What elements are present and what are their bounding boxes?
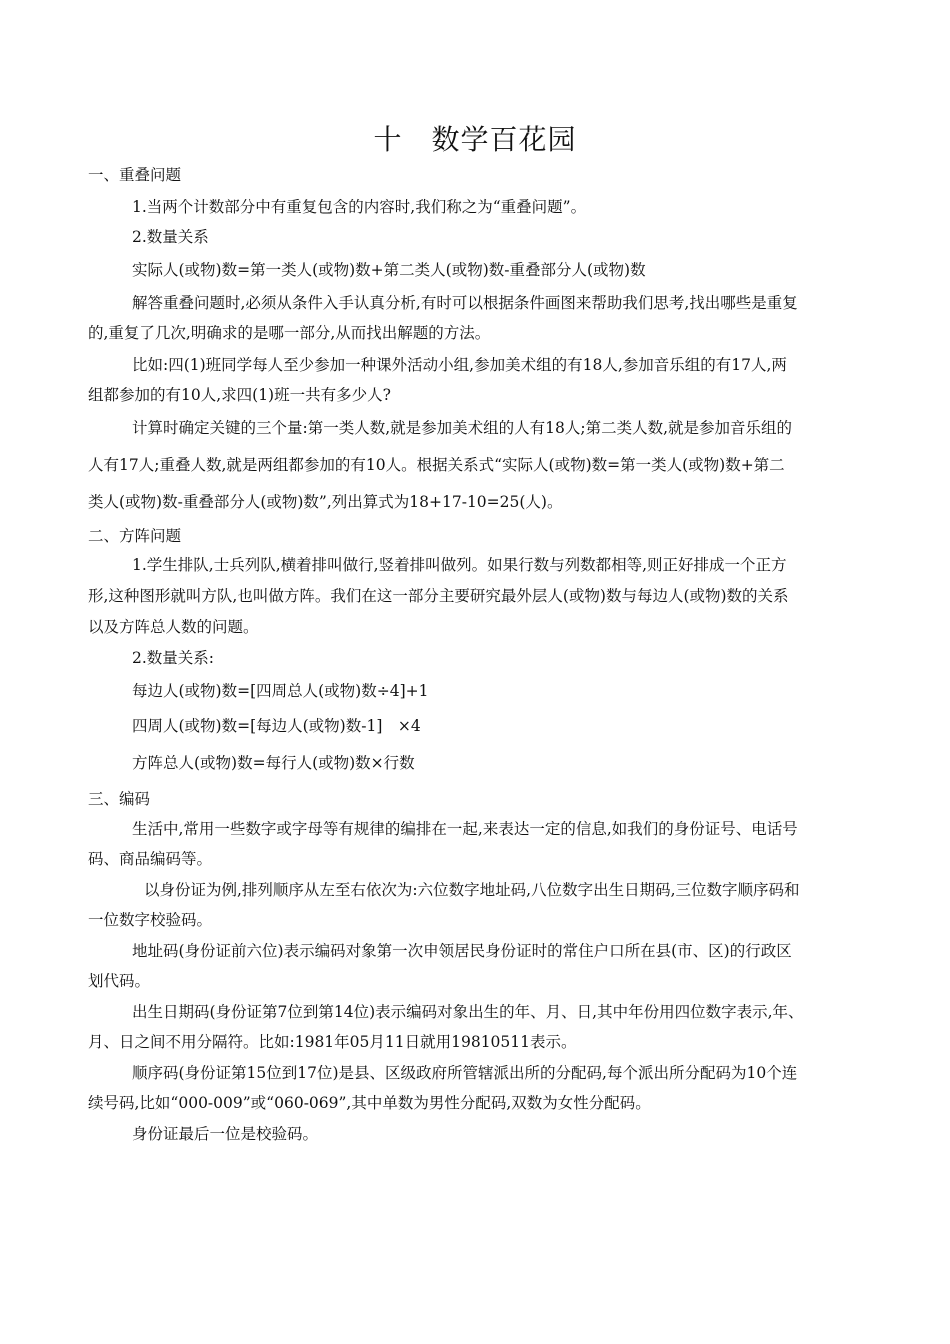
paragraph-line: 组都参加的有10人,求四(1)班一共有多少人? (88, 386, 391, 404)
formula: 实际人(或物)数=第一类人(或物)数+第二类人(或物)数-重叠部分人(或物)数 (132, 261, 646, 279)
section-heading-square-array: 二、方阵问题 (88, 527, 182, 545)
formula: 方阵总人(或物)数=每行人(或物)数×行数 (132, 754, 415, 772)
paragraph: 身份证最后一位是校验码。 (132, 1125, 319, 1143)
page-title: 十 数学百花园 (373, 123, 577, 156)
paragraph-line: 出生日期码(身份证第7位到第14位)表示编码对象出生的年、月、日,其中年份用四位数字表示,年、 (132, 1003, 804, 1021)
section-heading-coding: 三、编码 (88, 790, 151, 808)
paragraph-line: 续号码,比如“000-009”或“060-069”,其中单数为男性分配码,双数为女性分配码。 (88, 1094, 651, 1112)
paragraph-line: 人有17人;重叠人数,就是两组都参加的有10人。根据关系式“实际人(或物)数=第一类人(或物)数+第二 (88, 456, 785, 474)
paragraph-line: 解答重叠问题时,必须从条件入手认真分析,有时可以根据条件画图来帮助我们思考,找出哪些是重复 (132, 294, 798, 312)
paragraph-line: 形,这种图形就叫方队,也叫做方阵。我们在这一部分主要研究最外层人(或物)数与每边人(或物)数的关系 (88, 587, 789, 605)
paragraph-line: 划代码。 (88, 972, 151, 990)
paragraph-line: 码、商品编码等。 (88, 850, 213, 868)
paragraph: 1.当两个计数部分中有重复包含的内容时,我们称之为“重叠问题”。 (132, 198, 587, 216)
paragraph-line: 月、日之间不用分隔符。比如:1981年05月11日就用19810511表示。 (88, 1033, 577, 1051)
paragraph-line: 1.学生排队,士兵列队,横着排叫做行,竖着排叫做列。如果行数与列数都相等,则正好排成一个正方 (132, 556, 787, 574)
formula: 每边人(或物)数=[四周总人(或物)数÷4]+1 (132, 682, 429, 700)
paragraph-line: 顺序码(身份证第15位到17位)是县、区级政府所管辖派出所的分配码,每个派出所分配码为10个连 (132, 1064, 798, 1082)
section-heading-overlap: 一、重叠问题 (88, 166, 182, 184)
paragraph-line: 类人(或物)数-重叠部分人(或物)数”,列出算式为18+17-10=25(人)。 (88, 493, 563, 511)
paragraph-line: 比如:四(1)班同学每人至少参加一种课外活动小组,参加美术组的有18人,参加音乐组的有17人,两 (132, 356, 787, 374)
paragraph: 2.数量关系 (132, 228, 209, 246)
formula: 四周人(或物)数=[每边人(或物)数-1] ×4 (132, 717, 421, 735)
paragraph-line: 计算时确定关键的三个量:第一类人数,就是参加美术组的人有18人;第二类人数,就是参加音乐组的 (132, 419, 793, 437)
paragraph-line: 以及方阵总人数的问题。 (88, 618, 259, 636)
paragraph-line: 一位数字校验码。 (88, 911, 213, 929)
paragraph-line: 生活中,常用一些数字或字母等有规律的编排在一起,来表达一定的信息,如我们的身份证号、电话号 (132, 820, 798, 838)
paragraph: 2.数量关系: (132, 649, 215, 667)
paragraph-line: 以身份证为例,排列顺序从左至右依次为:六位数字地址码,八位数字出生日期码,三位数字顺序码和 (144, 881, 800, 899)
paragraph-line: 地址码(身份证前六位)表示编码对象第一次申领居民身份证时的常住户口所在县(市、区)的行政区 (132, 942, 792, 960)
paragraph-line: 的,重复了几次,明确求的是哪一部分,从而找出解题的方法。 (88, 324, 491, 342)
